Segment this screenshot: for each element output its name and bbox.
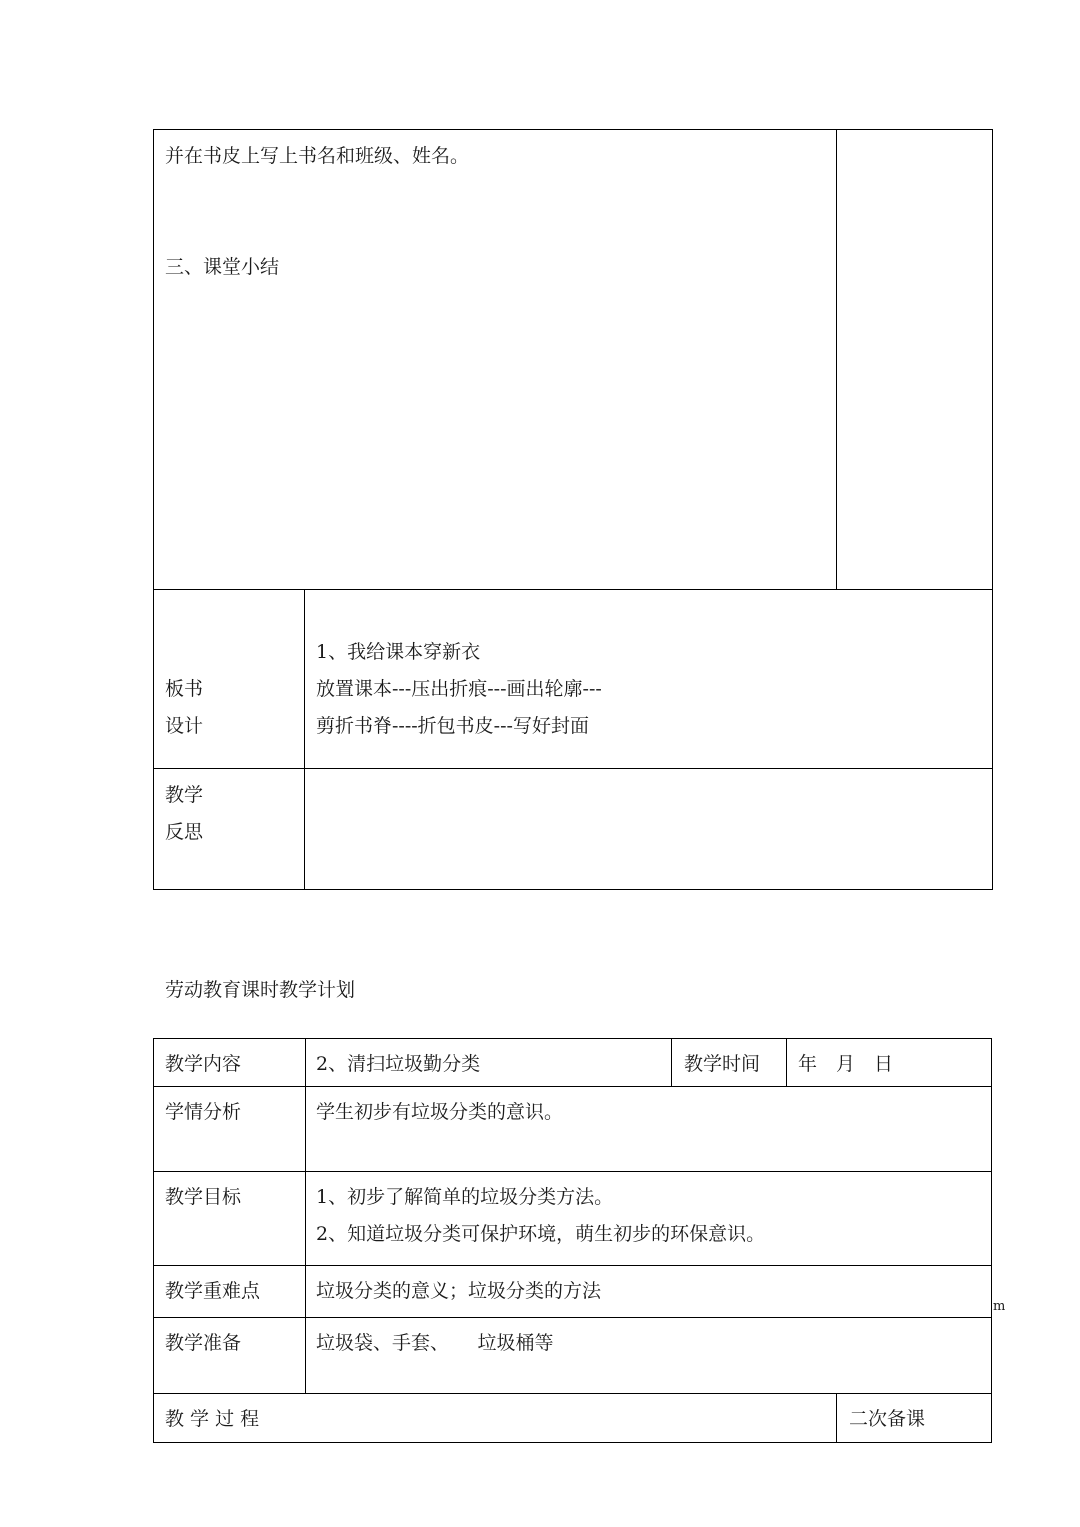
time-value: 年 月 日: [798, 1053, 894, 1075]
plan-title: 劳动教育课时教学计划: [165, 979, 356, 1001]
board-design-step-line: 放置课本---压出折痕---画出轮廓---: [316, 678, 602, 700]
content-value: 2、清扫垃圾勤分类: [316, 1053, 481, 1075]
board-design-label: 板书: [165, 678, 204, 700]
reflection-label: 教学: [165, 784, 204, 806]
preparation-value: 垃圾袋、手套、 垃圾桶等: [316, 1332, 554, 1354]
section-heading-summary: 三、课堂小结: [165, 256, 280, 278]
second-prep-label: 二次备课: [849, 1408, 926, 1430]
goals-label: 教学目标: [165, 1186, 242, 1208]
analysis-label: 学情分析: [165, 1101, 242, 1123]
preparation-label: 教学准备: [165, 1332, 242, 1354]
key-points-value: 垃圾分类的意义；垃圾分类的方法: [316, 1280, 602, 1302]
content-label: 教学内容: [165, 1053, 242, 1075]
key-points-label: 教学重难点: [165, 1280, 261, 1302]
analysis-value: 学生初步有垃圾分类的意识。: [316, 1101, 564, 1123]
process-text-line: 并在书皮上写上书名和班级、姓名。: [165, 145, 470, 167]
stray-mark: m: [993, 1299, 1006, 1314]
board-design-label-2: 设计: [165, 715, 204, 737]
goal-item: 2、知道垃圾分类可保护环境，萌生初步的环保意识。: [316, 1223, 766, 1245]
process-label: 教 学 过 程: [165, 1408, 260, 1430]
time-label: 教学时间: [684, 1053, 761, 1075]
goal-item: 1、初步了解简单的垃圾分类方法。: [316, 1186, 614, 1208]
reflection-label-2: 反思: [165, 821, 204, 843]
board-design-step-line-2: 剪折书脊----折包书皮---写好封面: [316, 715, 589, 737]
board-design-title: 1、我给课本穿新衣: [316, 641, 481, 663]
